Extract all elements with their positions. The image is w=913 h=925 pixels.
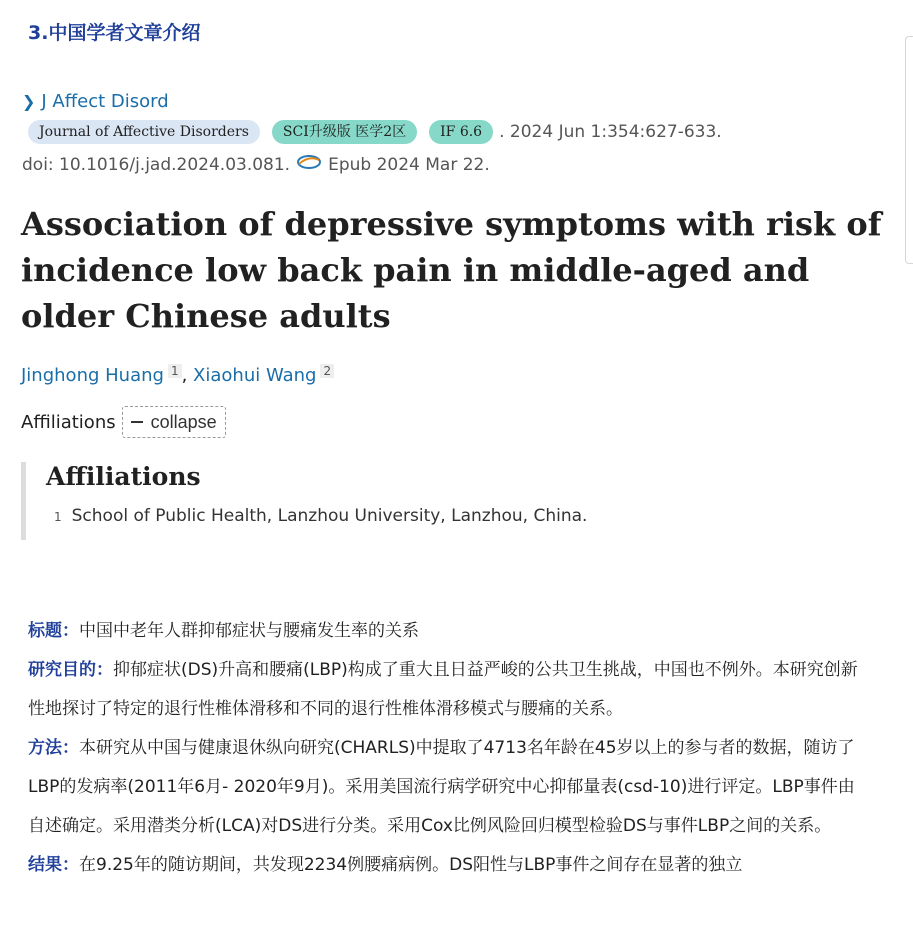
author-separator: , bbox=[181, 365, 194, 386]
doi-line bbox=[22, 153, 490, 176]
affiliations-toggle bbox=[21, 406, 226, 438]
collapse-button[interactable] bbox=[122, 406, 226, 438]
section-heading: 3.中国学者文章介绍 bbox=[28, 22, 201, 44]
collapse-label: collapse bbox=[150, 411, 217, 432]
summary-label: 标题： bbox=[28, 621, 79, 641]
free-pmc-article-icon[interactable] bbox=[296, 153, 322, 176]
author-link[interactable]: Jinghong Huang bbox=[21, 365, 164, 386]
journal-abbr: J Affect Disord bbox=[41, 91, 169, 112]
journal-name-badge[interactable]: Journal of Affective Disorders bbox=[28, 120, 260, 144]
article-title: Association of depressive symptoms with risk of incidence low back pain in middle-aged and older Chinese adults bbox=[21, 205, 882, 335]
affiliation-number: 1 bbox=[54, 510, 62, 524]
summary-label: 方法： bbox=[28, 738, 79, 758]
sci-ranking-badge[interactable]: SCI升级版 医学2区 bbox=[272, 120, 417, 144]
journal-link[interactable] bbox=[22, 91, 169, 112]
summary-paragraph bbox=[28, 729, 868, 846]
summary-text: 在9.25年的随访期间，共发现2234例腰痛病例。DS阳性与LBP事件之间存在显著的独立 bbox=[79, 855, 743, 875]
author-affil-ref[interactable]: 2 bbox=[320, 364, 334, 378]
chinese-summary bbox=[28, 612, 868, 885]
summary-paragraph bbox=[28, 612, 868, 651]
affiliation-text: School of Public Health, Lanzhou University, Lanzhou, China. bbox=[71, 506, 588, 526]
journal-badges bbox=[28, 120, 722, 144]
side-panel-edge bbox=[905, 36, 913, 264]
summary-text: 中国中老年人群抑郁症状与腰痛发生率的关系 bbox=[79, 621, 419, 641]
summary-label: 研究目的： bbox=[28, 660, 113, 680]
impact-factor-badge[interactable]: IF 6.6 bbox=[429, 120, 493, 144]
affiliations-heading: Affiliations bbox=[46, 462, 201, 491]
summary-paragraph bbox=[28, 846, 868, 885]
epub-text: Epub 2024 Mar 22. bbox=[328, 154, 490, 175]
author-list bbox=[21, 364, 334, 386]
summary-paragraph bbox=[28, 651, 868, 729]
minus-icon bbox=[131, 421, 143, 423]
summary-text: 本研究从中国与健康退休纵向研究(CHARLS)中提取了4713名年龄在45岁以上的参与者的数据，随访了LBP的发病率(2011年6月- 2020年9月)。采用美国流行病学研究中心抑郁量表(csd-10)进行评定。LBP事件由自述确定。采用潜类分析(LCA)对DS进行分类。采用Cox比例风险回归模型检验DS与事件LBP之间的关系。 bbox=[28, 738, 855, 836]
affiliation-item bbox=[46, 506, 721, 526]
affiliations-toggle-label: Affiliations bbox=[21, 411, 116, 433]
summary-label: 结果： bbox=[28, 855, 79, 875]
author-link[interactable]: Xiaohui Wang bbox=[193, 365, 317, 386]
author-affil-ref[interactable]: 1 bbox=[168, 364, 182, 378]
affiliations-panel bbox=[21, 462, 721, 540]
chevron-right-icon: ❯ bbox=[22, 92, 36, 111]
citation-text: . 2024 Jun 1:354:627-633. bbox=[499, 122, 722, 142]
summary-text: 抑郁症状(DS)升高和腰痛(LBP)构成了重大且日益严峻的公共卫生挑战，中国也不例外。本研究创新性地探讨了特定的退行性椎体滑移和不同的退行性椎体滑移模式与腰痛的关系。 bbox=[28, 660, 858, 719]
doi-text: doi: 10.1016/j.jad.2024.03.081. bbox=[22, 154, 291, 175]
